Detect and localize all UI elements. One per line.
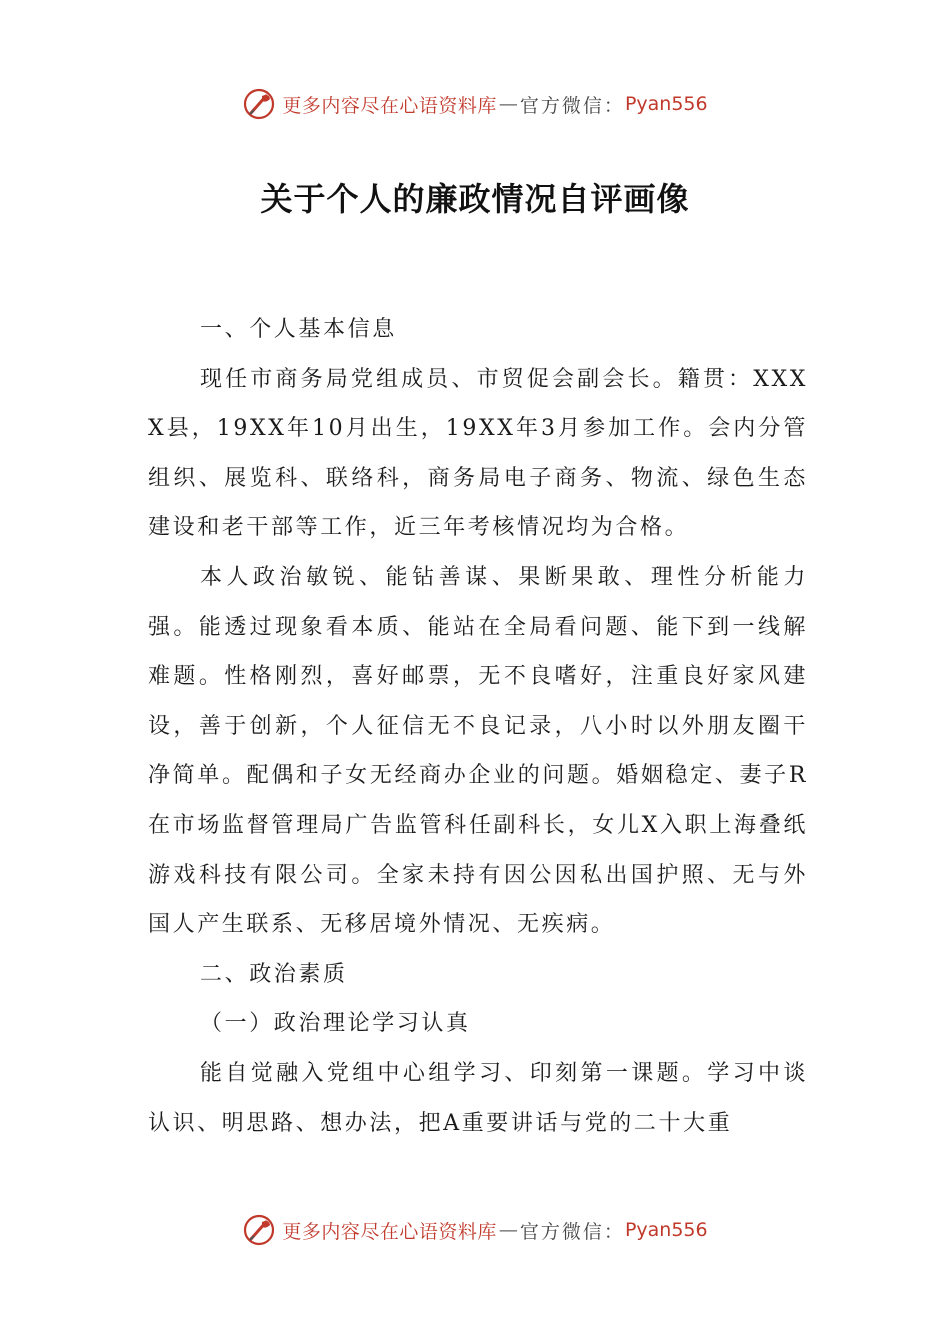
banner-wechat-id: Pyan556	[624, 1219, 708, 1241]
banner-separator: —	[498, 1219, 518, 1241]
quill-logo-icon	[242, 87, 276, 121]
footer-watermark-banner	[0, 1210, 950, 1250]
paragraph: 能自觉融入党组中心组学习、印刻第一课题。学习中谈认识、明思路、想办法，把A重要讲话与党的二十大重	[148, 1060, 808, 1136]
banner-separator: —	[498, 93, 518, 115]
section-heading: 一、个人基本信息	[200, 317, 397, 342]
paragraph: 本人政治敏锐、能钻善谋、果断果敢、理性分析能力强。能透过现象看本质、能站在全局看问题、能下到一线解难题。性格刚烈，喜好邮票，无不良嗜好，注重良好家风建设，善于创新，个人征信无不良记录，八小时以外朋友圈干净简单。配偶和子女无经商办企业的问题。婚姻稳定、妻子R在市场监督管理局广告监管科任副科长，女儿X入职上海叠纸游戏科技有限公司。全家未持有因公因私出国护照、无与外国人产生联系、无移居境外情况、无疾病。	[148, 564, 808, 938]
header-watermark-banner	[0, 84, 950, 124]
banner-official-label: 官方微信：	[519, 1220, 625, 1243]
subsection-heading: （一）政治理论学习认真	[200, 1011, 471, 1037]
banner-wechat-id: Pyan556	[624, 93, 708, 115]
quill-logo-icon	[242, 1213, 276, 1247]
document-body	[148, 305, 808, 1148]
paragraph: 现任市商务局党组成员、市贸促会副会长。籍贯：XXXX县，19XX年10月出生，19XX年3月参加工作。会内分管组织、展览科、联络科，商务局电子商务、物流、绿色生态建设和老干部等工作，近三年考核情况均为合格。	[148, 366, 808, 541]
banner-official-label: 官方微信：	[519, 94, 625, 117]
document-title: 关于个人的廉政情况自评画像	[260, 180, 690, 218]
banner-brand-text: 更多内容尽在心语资料库	[282, 94, 497, 117]
section-heading: 二、政治素质	[200, 961, 348, 987]
banner-brand-text: 更多内容尽在心语资料库	[282, 1220, 497, 1243]
